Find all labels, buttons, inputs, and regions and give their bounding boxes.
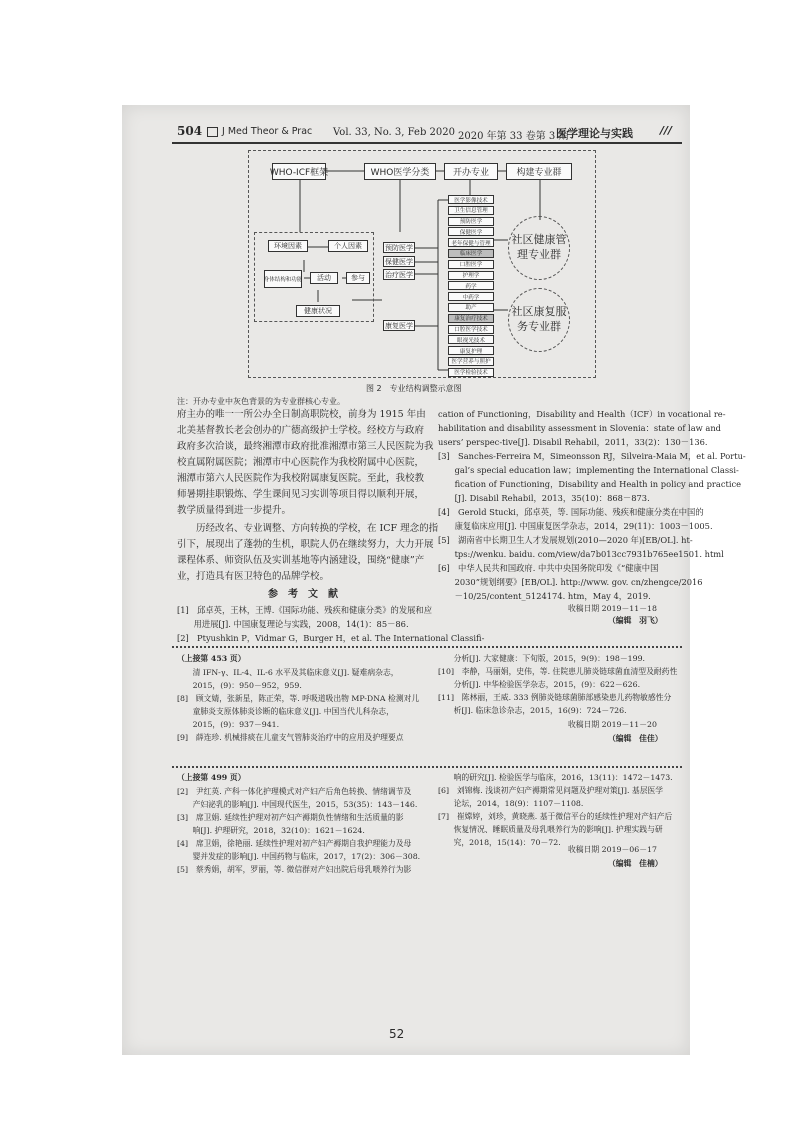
- text-line: 课程体系、师资队伍及实训基地等内涵建设，围绕“健康”产: [177, 555, 425, 566]
- fig-box-who-medical: WHO医学分类: [364, 163, 436, 180]
- footer-page-number: 52: [389, 1027, 405, 1041]
- reference-line: fication of Functioning，Disability and Health in policy and practice: [438, 479, 742, 489]
- reference-line: [6] 刘锦梅. 浅谈初产妇产褥期常见问题及护理对策[J]. 基层医学: [438, 786, 664, 795]
- reference-line: [9] 薛连珍. 机械排痰在儿童支气管肺炎治疗中的应用及护理要点: [177, 733, 404, 742]
- reference-line: [7] 崔嫦婷，刘珍，黄晓燕. 基于微信平台的延续性护理对产妇产后: [438, 812, 673, 821]
- reference-line: 康复临床应用[J]. 中国康复医学杂志，2014，29(11)：1003－1005.: [438, 521, 713, 531]
- reference-line: [10] 李静，马丽娟，史伟，等. 住院患儿肺炎链球菌血清型及耐药性: [438, 667, 678, 676]
- reference-line: 2015，(9)：937－941.: [177, 720, 280, 729]
- reference-line: [2] 尹红英. 产科一体化护理模式对产妇产后角色转换、情绪调节及: [177, 787, 412, 796]
- major-box: 临床医学: [448, 249, 494, 258]
- major-box: 康复治疗技术: [448, 314, 494, 323]
- fig-box-majors: 开办专业: [444, 163, 498, 180]
- reference-line: [3] Sanches-Ferreira M，Simeonsson RJ，Silveira-Maia M，et al. Portu-: [438, 451, 746, 461]
- major-box: 保健医学: [448, 227, 494, 236]
- editor-1: （编辑 羽飞）: [608, 616, 663, 625]
- reference-line: 2030”规划纲要》[EB/OL]. http://www. gov. cn/zhengce/2016: [438, 577, 703, 587]
- text-line: 历经改名、专业调整、方向转换的学校，在 ICF 理念的指: [177, 523, 439, 534]
- references-title: 参 考 文 献: [268, 589, 338, 600]
- issue-cn: 2020 年第 33 卷第 3 期: [458, 131, 569, 142]
- reference-line: [11] 陈林丽，王威. 333 例肺炎链球菌肺部感染患儿药物敏感性分: [438, 693, 672, 702]
- major-box: 医学检验技术: [448, 368, 494, 377]
- left-para-2: [177, 521, 439, 585]
- block3-left: [177, 785, 432, 876]
- reference-line: [8] 顾文婧，张新星，陈正荣，等. 呼吸道吸出物 MP-DNA 检测对儿: [177, 694, 420, 703]
- major-box: 口腔医学技术: [448, 325, 494, 334]
- reference-line: habilitation and disability assessment in Slovenia：state of law and: [438, 423, 721, 433]
- major-box: 卫生信息管理: [448, 206, 494, 215]
- fig-treatment: 治疗医学: [385, 270, 413, 279]
- reference-line: [4] 席卫娟，徐艳丽. 延续性护理对初产妇产褥期自我护理能力及母: [177, 839, 412, 848]
- block3-right: [438, 771, 688, 849]
- reference-line: gal’s special education law；implementing the International Classi-: [438, 465, 739, 475]
- reference-line: tps://wenku. baidu. com/view/da7b013cc7931b765ee1501. html: [438, 549, 724, 559]
- reference-line: 产妇泌乳的影响[J]. 中国现代医生，2015，53(35)：143－146.: [177, 800, 418, 809]
- major-box: 老年保健与管理: [448, 238, 494, 247]
- slash-logo-icon: ///: [660, 124, 673, 137]
- reference-line: －10/25/content_5124174. htm，May 4，2019.: [438, 591, 651, 601]
- major-box: 预防医学: [448, 217, 494, 226]
- reference-line: 究，2018，15(14)：70－72.: [438, 838, 561, 847]
- reference-line: 婴并发症的影响[J]. 中国药物与临床，2017，17(2)：306－308.: [177, 852, 421, 861]
- reference-line: [2] Ptyushkin P，Vidmar G，Burger H，et al. The International Classifi-: [177, 633, 485, 643]
- editor-3: （编辑 佳楠）: [608, 859, 663, 868]
- reference-line: [1] 邱卓英，王林，王博.《国际功能、残疾和健康分类》的发展和应: [177, 605, 433, 615]
- icf-env: 环境因素: [268, 240, 308, 252]
- major-box: 康复护理: [448, 346, 494, 355]
- reference-line: [4] Gerold Stucki，邱卓英，等. 国际功能、残疾和健康分类在中国的: [438, 507, 704, 517]
- reference-line: [J]. Disabil Rehabil，2013，35(10)：868－873.: [438, 493, 650, 503]
- fig-prevention: 预防医学: [385, 243, 413, 252]
- major-box: 药学: [448, 281, 494, 290]
- major-box: 护理学: [448, 271, 494, 280]
- reference-line: 论坛，2014，18(9)：1107－1108.: [438, 799, 584, 808]
- separator-2: [172, 766, 682, 768]
- text-line: 湘潭市第六人民医院作为我校附属康复医院。至此，我校教: [177, 473, 425, 484]
- journal-name: J Med Theor & Prac: [222, 126, 313, 137]
- text-line: 业，打造具有医卫特色的品牌学校。: [177, 571, 330, 582]
- text-line: 北美基督教长老会创办的广德高级护士学校。经校方与政府: [177, 425, 425, 436]
- reference-line: [5] 湖南省中长期卫生人才发展规划(2010—2020 年)[EB/OL]. ht-: [438, 535, 693, 545]
- reference-line: 响的研究[J]. 检验医学与临床，2016，13(11)：1472－1473.: [438, 773, 673, 782]
- volume-info: Vol. 33, No. 3, Feb 2020: [333, 127, 455, 138]
- fig-box-who-icf: WHO-ICF框架: [272, 163, 326, 180]
- icf-body: 身体结构和功能: [264, 270, 302, 288]
- left-para-1: [177, 407, 434, 519]
- reference-line: 用进展[J]. 中国康复理论与实践，2008，14(1)：85－86.: [177, 619, 409, 629]
- reference-line: 恢复情况、睡眠质量及母乳喂养行为的影响[J]. 护理实践与研: [438, 825, 663, 834]
- journal-cn: 医学理论与实践: [556, 127, 633, 140]
- reference-line: 清 IFN-γ、IL-4、IL-6 水平及其临床意义[J]. 疑难病杂志，: [177, 668, 399, 677]
- text-line: 教学质量得到进一步提升。: [177, 505, 292, 516]
- received-date-3: 收稿日期 2019－06－17: [568, 845, 657, 854]
- reference-line: [3] 席卫娟. 延续性护理对初产妇产褥期负性情绪和生活质量的影: [177, 813, 404, 822]
- right-refs: [438, 407, 746, 603]
- text-line: 政府多次洽谈，最终湘潭市政府批准湘潭市第三人民医院为我: [177, 441, 434, 452]
- text-line: 师暑期挂职锻炼、学生课间见习实训等项目得以顺利开展，: [177, 489, 425, 500]
- icf-health: 健康状况: [296, 305, 340, 317]
- icf-participation: 参与: [346, 272, 370, 284]
- block2-right: [438, 652, 688, 717]
- major-box: 眼视光技术: [448, 335, 494, 344]
- reference-line: 响[J]. 护理研究，2018，32(10)：1621－1624.: [177, 826, 365, 835]
- major-box: 口腔医学: [448, 260, 494, 269]
- text-line: 校直属附属医院；湘潭市中心医院作为我校附属中心医院，: [177, 457, 425, 468]
- block2-left: [177, 666, 432, 744]
- major-box: 医学影像技术: [448, 195, 494, 204]
- group-community-health: 社区健康管理专业群: [508, 216, 570, 280]
- major-box: 中药学: [448, 292, 494, 301]
- majors-column: [448, 195, 494, 379]
- left-refs: [177, 603, 485, 645]
- figure-note: 注：开办专业中灰色背景的为专业群核心专业。: [177, 397, 345, 406]
- fig-box-groups: 构建专业群: [506, 163, 572, 180]
- text-line: 府主办的唯一一所公办全日制高职院校，前身为 1915 年由: [177, 409, 426, 420]
- reference-line: cation of Functioning，Disability and Health（ICF）in vocational re-: [438, 409, 726, 419]
- page-number-header: 504: [177, 124, 203, 138]
- reference-line: [5] 蔡秀娟，胡军，罗丽，等. 微信群对产妇出院后母乳喂养行为影: [177, 865, 412, 874]
- reference-line: users’ perspec-tive[J]. Disabil Rehabil，2011，33(2)：130－136.: [438, 437, 708, 447]
- fig-rehab: 康复医学: [385, 321, 413, 330]
- reference-line: 童肺炎支原体肺炎诊断的临床意义[J]. 中国当代儿科杂志，: [177, 707, 394, 716]
- major-box: 医学营养与照护: [448, 357, 494, 366]
- major-box: 助产: [448, 303, 494, 312]
- reference-line: 分析[J]. 中华检验医学杂志，2015，(9)：622－626.: [438, 680, 641, 689]
- figure-caption: 图 2 专业结构调整示意图: [366, 384, 462, 393]
- received-date-2: 收稿日期 2019－11－20: [568, 720, 657, 729]
- editor-2: （编辑 佳佳）: [608, 734, 663, 743]
- continued-453: （上接第 453 页）: [177, 654, 246, 663]
- reference-line: 析[J]. 临床急诊杂志，2015，16(9)：724－726.: [438, 706, 627, 715]
- text-line: 引下，展现出了蓬勃的生机，职院人仍在继续努力，大力开展: [177, 539, 434, 550]
- reference-line: 分析[J]. 大家健康：下旬版，2015，9(9)：198－199.: [438, 654, 646, 663]
- reference-line: [6] 中华人民共和国政府. 中共中央国务院印发《“健康中国: [438, 563, 659, 573]
- fig-health-care: 保健医学: [385, 257, 413, 266]
- continued-499: （上接第 499 页）: [177, 773, 246, 782]
- icf-personal: 个人因素: [328, 240, 368, 252]
- group-community-rehab: 社区康复服务专业群: [508, 288, 570, 352]
- separator-1: [172, 646, 682, 648]
- icf-activity: 活动: [310, 272, 338, 284]
- received-date-1: 收稿日期 2019－11－18: [568, 604, 657, 613]
- reference-line: 2015，(9)：950－952，959.: [177, 681, 302, 690]
